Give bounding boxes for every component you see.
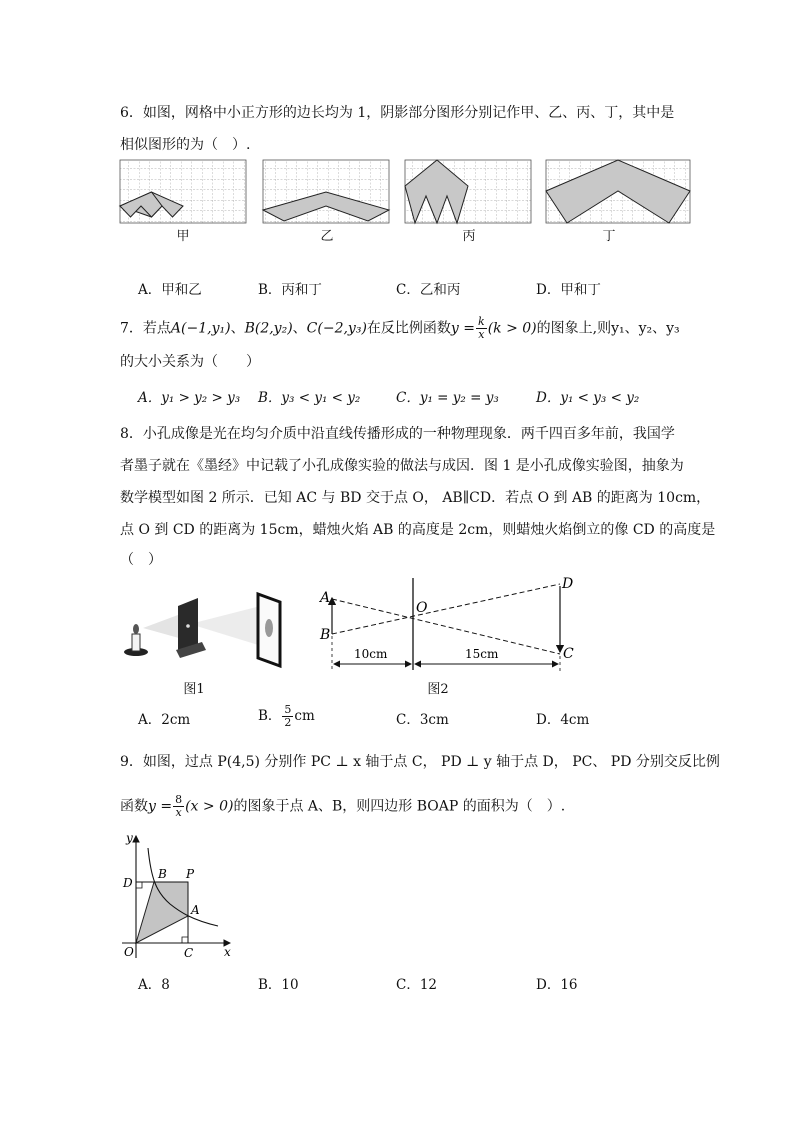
q9-option-d: D．16: [536, 977, 578, 993]
q7-option-b: B．y₃ < y₁ < y₂: [258, 390, 361, 406]
point-b-label: B: [320, 627, 331, 643]
origin-o-label: O: [124, 945, 134, 959]
q9-coordinate-diagram: [118, 830, 238, 965]
q6-option-a: A．甲和乙: [138, 282, 202, 298]
point-a-label: A: [191, 903, 200, 917]
q6-stem-line2: 相似图形的为（ ）.: [120, 137, 251, 153]
q6-option-d: D．甲和丁: [536, 282, 601, 298]
q6-grid-figures: [118, 158, 693, 228]
point-o-label: O: [416, 600, 428, 616]
q8-stem-line4: 点 O 到 CD 的距离为 15cm，蜡烛火焰 AB 的高度是 2cm，则蜡烛火焰倒立的像 CD 的高度是: [120, 522, 716, 538]
label-jia: 甲: [176, 229, 190, 244]
q7-fraction: $\frac{k}{x}$: [478, 315, 485, 341]
figure-jia: [120, 160, 246, 223]
q9-option-a: A．8: [138, 977, 170, 993]
figure-1-caption: 图1: [183, 682, 205, 697]
q7-option-d: D．y₁ < y₃ < y₂: [536, 390, 640, 406]
q7-option-a: A．y₁ > y₂ > y₃: [138, 390, 241, 406]
q9-option-b: B．10: [258, 977, 299, 993]
q8-option-c: C．3cm: [396, 712, 449, 728]
q8-stem-line2: 者墨子就在《墨经》中记载了小孔成像实验的做法与成因．图 1 是小孔成像实验图，抽象为: [120, 458, 684, 474]
figure-2-caption: 图2: [427, 682, 449, 697]
pinhole-geometry-model: [310, 572, 600, 697]
point-c-label: C: [563, 646, 574, 662]
q7-option-c: C．y₁ = y₂ = y₃: [396, 390, 499, 406]
figure-yi: [263, 160, 389, 223]
q8-option-d: D．4cm: [536, 712, 590, 728]
q9-stem-line1: 9．如图，过点 P(4,5) 分别作 PC ⊥ x 轴于点 C， PD ⊥ y 轴于点 D， PC、 PD 分别交反比例: [120, 754, 720, 770]
q8-stem-line5: （ ）: [120, 552, 162, 568]
point-a-label: A: [320, 590, 331, 606]
q7-stem-line1: 7．若点A(−1,y₁)、B(2,y₂)、C(−2,y₃)在反比例函数y = $\frac{k}{x}$ (k > 0)的图象上,则y₁、y₂、y₃: [120, 315, 680, 341]
q9-fraction: $\frac{8}{x}$: [175, 793, 183, 819]
label-ding: 丁: [602, 229, 616, 244]
q7-stem-line2: 的大小关系为（ ）: [120, 354, 260, 370]
label-yi: 乙: [320, 229, 334, 244]
figure-bing: [405, 160, 531, 223]
q6-option-c: C．乙和丙: [396, 282, 461, 298]
candle-flame-icon: [133, 624, 139, 634]
q6-stem-line1: 6．如图，网格中小正方形的边长均为 1，阴影部分图形分别记作甲、乙、丙、丁，其中是: [120, 105, 675, 121]
point-c-label: C: [184, 946, 194, 960]
q8-stem-line1: 8．小孔成像是光在均匀介质中沿直线传播形成的一种物理现象．两千四百多年前，我国学: [120, 426, 675, 442]
q6-option-b: B．丙和丁: [258, 282, 322, 298]
axis-y-label: y: [126, 831, 133, 845]
q9-option-c: C．12: [396, 977, 438, 993]
point-d-label: D: [562, 576, 574, 592]
q9-stem-line2: 函数y = $\frac{8}{x}$ (x > 0)的图象于点 A、B，则四边形 BOAP 的面积为（ ）.: [120, 793, 566, 819]
label-bing: 丙: [462, 229, 476, 244]
q8-option-a: A．2cm: [138, 712, 191, 728]
pinhole-experiment-illustration: [118, 590, 288, 670]
distance-10cm-label: 10cm: [354, 647, 388, 661]
point-p-label: P: [186, 867, 195, 881]
q8-option-b: B． $\frac{5}{2}$ cm: [258, 703, 315, 729]
q8-stem-line3: 数学模型如图 2 所示．已知 AC 与 BD 交于点 O， AB∥CD．若点 O 到 AB 的距离为 10cm，: [120, 490, 711, 506]
figure-ding: [546, 160, 690, 223]
point-b-label: B: [158, 867, 167, 881]
distance-15cm-label: 15cm: [465, 647, 499, 661]
axis-x-label: x: [224, 945, 231, 959]
point-d-label: D: [123, 876, 133, 890]
